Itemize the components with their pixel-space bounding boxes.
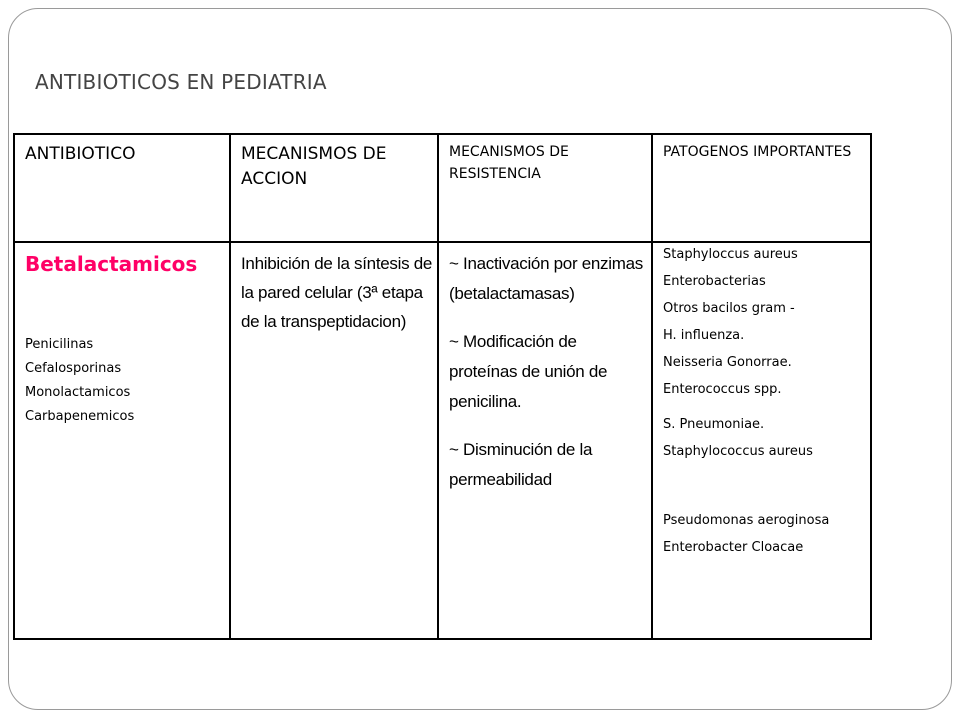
- header-cell-patogenos: [652, 134, 871, 242]
- list-item: ~ Inactivación por enzimas (betalactamasas): [449, 254, 643, 303]
- header-patogenos: PATOGENOS IMPORTANTES: [663, 144, 852, 160]
- list-item: Otros bacilos gram -: [663, 301, 795, 316]
- antibiotics-table: [13, 133, 872, 640]
- pathogen-list: [653, 243, 870, 556]
- list-item: ~ Disminución de la permeabilidad: [449, 440, 593, 489]
- list-item: H. influenza.: [663, 328, 745, 343]
- list-item: Pseudomonas aeroginosa: [663, 513, 830, 528]
- list-item: Enterobacter Cloacae: [663, 540, 804, 555]
- list-item: Enterococcus spp.: [663, 382, 782, 397]
- cell-patogenos: [652, 242, 871, 639]
- header-cell-mecanismos-resistencia: [438, 134, 652, 242]
- drug-list: [15, 276, 229, 429]
- mechanism-text: Inhibición de la síntesis de la pared celular (3ª etapa de la transpeptidacion): [241, 254, 433, 331]
- list-item: S. Pneumoniae.: [663, 417, 765, 432]
- cell-antibiotico: [14, 242, 230, 639]
- table-row: [14, 242, 871, 639]
- list-item: Neisseria Gonorrae.: [663, 355, 792, 370]
- list-item: ~ Modificación de proteínas de unión de penicilina.: [449, 332, 608, 411]
- list-item: Staphylococcus aureus: [663, 444, 813, 459]
- list-item: Enterobacterias: [663, 274, 766, 289]
- header-antibiotico: ANTIBIOTICO: [25, 144, 136, 164]
- header-mecanismos-accion: MECANISMOS DE ACCION: [241, 144, 387, 189]
- antibiotic-group-name: Betalactamicos: [25, 252, 198, 276]
- header-cell-antibiotico: [14, 134, 230, 242]
- header-mecanismos-resistencia: MECANISMOS DE RESISTENCIA: [449, 144, 569, 182]
- cell-mecanismos-resistencia: [438, 242, 652, 639]
- cell-mecanismos-accion: [230, 242, 438, 639]
- header-row: [14, 134, 871, 242]
- list-item: Staphyloccus aureus: [663, 247, 798, 262]
- list-item: Carbapenemicos: [25, 409, 135, 424]
- resistance-list: [439, 243, 651, 495]
- list-item: Monolactamicos: [25, 385, 131, 400]
- header-cell-mecanismos-accion: [230, 134, 438, 242]
- list-item: Penicilinas: [25, 337, 94, 352]
- slide-title: ANTIBIOTICOS EN PEDIATRIA: [35, 70, 327, 94]
- list-item: Cefalosporinas: [25, 361, 122, 376]
